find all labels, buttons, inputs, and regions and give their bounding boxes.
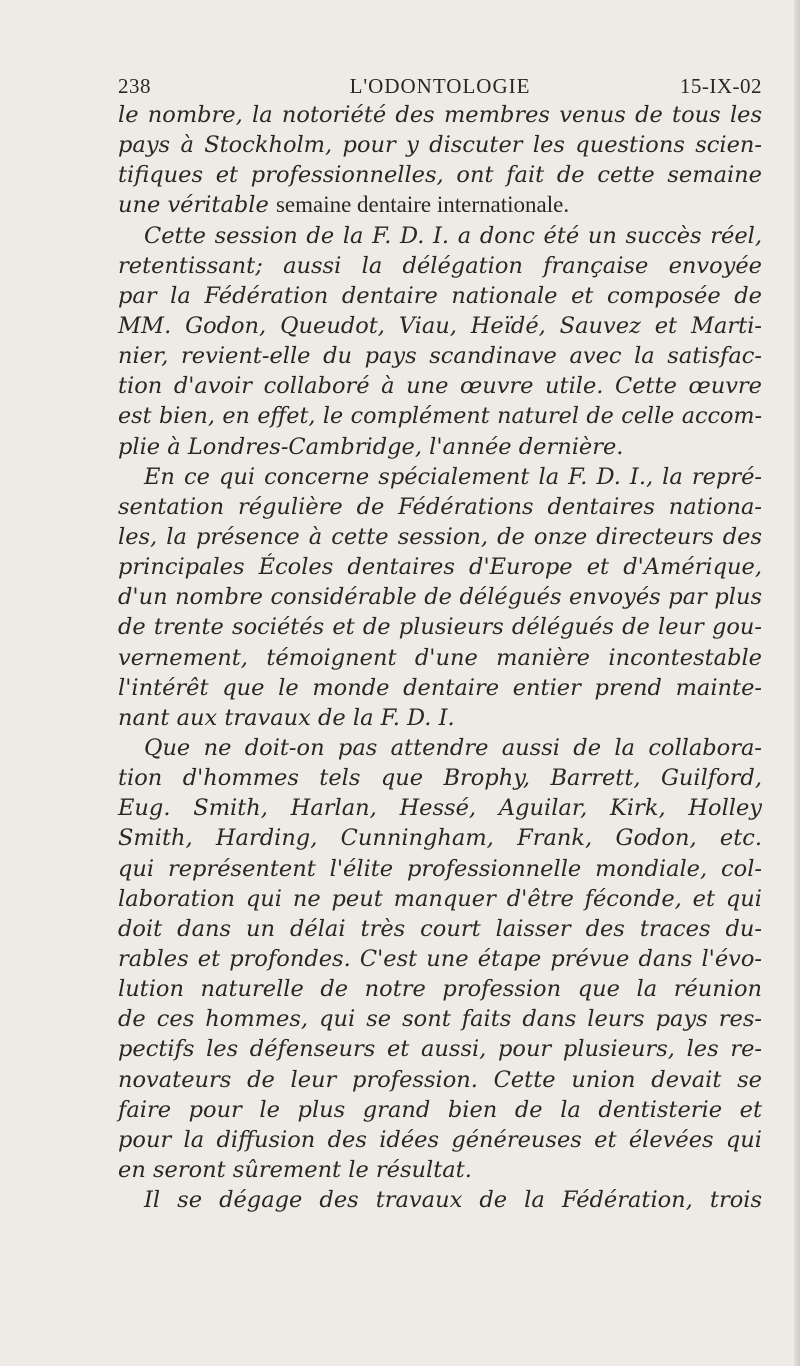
- text-line: principales Écoles dentaires d'Europe et d'Amérique,: [118, 554, 762, 581]
- text-line: de ces hommes, qui se sont faits dans leurs pays res-: [118, 1006, 762, 1033]
- roman-segment: semaine dentaire internationale.: [275, 192, 570, 218]
- text-line: nant aux travaux de la F. D. I.: [118, 704, 455, 731]
- text-line: En ce qui concerne spécialement la F. D. I., la repré-: [144, 463, 762, 490]
- text-line: tion d'avoir collaboré à une œuvre utile. Cette œuvre: [118, 373, 762, 400]
- page-number: 238: [118, 74, 151, 98]
- text-line: l'intérêt que le monde dentaire entier prend mainte-: [118, 674, 762, 701]
- text-line: nier, revient-elle du pays scandinave avec la satisfac-: [118, 343, 762, 370]
- text-line: [118, 190, 762, 220]
- text-line: lution naturelle de notre profession que la réunion: [118, 976, 762, 1003]
- text-line: doit dans un délai très court laisser des traces du-: [118, 915, 762, 942]
- text-line: Cette session de la F. D. I. a donc été un succès réel,: [144, 222, 762, 249]
- text-line: laboration qui ne peut manquer d'être féconde, et qui: [118, 885, 762, 912]
- text-line: de trente sociétés et de plusieurs délégués de leur gou-: [118, 614, 762, 641]
- text-line: vernement, témoignent d'une manière incontestable: [118, 644, 762, 671]
- text-line: Eug. Smith, Harlan, Hessé, Aguilar, Kirk, Holley: [118, 795, 762, 822]
- text-line: pays à Stockholm, pour y discuter les questions scien-: [118, 132, 762, 159]
- running-title: L'ODONTOLOGIE: [349, 74, 531, 98]
- page-edge: [794, 0, 800, 1366]
- text-line: novateurs de leur profession. Cette union devait se: [118, 1066, 762, 1093]
- text-line: sentation régulière de Fédérations dentaires nationa-: [118, 493, 762, 520]
- text-line: retentissant; aussi la délégation française envoyée: [118, 252, 762, 279]
- text-line: Smith, Harding, Cunningham, Frank, Godon, etc.: [118, 825, 762, 852]
- text-line: le nombre, la notoriété des membres venus de tous les: [118, 102, 762, 128]
- italic-segment: une véritable: [118, 192, 276, 219]
- body-text: [118, 100, 762, 1215]
- text-line: rables et profondes. C'est une étape prévue dans l'évo-: [118, 945, 762, 972]
- issue-date: 15-IX-02: [679, 74, 762, 98]
- text-line: par la Fédération dentaire nationale et composée de: [118, 282, 762, 309]
- text-line: d'un nombre considérable de délégués envoyés par plus: [118, 584, 762, 611]
- text-line: tifiques et professionnelles, ont fait de cette semaine: [118, 162, 762, 189]
- text-line: plie à Londres-Cambridge, l'année dernière.: [118, 433, 624, 460]
- text-line: Que ne doit-on pas attendre aussi de la collabora-: [144, 734, 762, 761]
- text-line: qui représentent l'élite professionnelle mondiale, col-: [118, 855, 762, 882]
- text-line: Il se dégage des travaux de la Fédération, trois: [144, 1187, 762, 1214]
- text-line: pectifs les défenseurs et aussi, pour plusieurs, les re-: [118, 1036, 762, 1063]
- text-line: en seront sûrement le résultat.: [118, 1156, 472, 1183]
- text-line: pour la diffusion des idées généreuses et élevées qui: [118, 1126, 762, 1153]
- text-line: est bien, en effet, le complément naturel de celle accom-: [118, 403, 762, 430]
- text-line: tion d'hommes tels que Brophy, Barrett, Guilford,: [118, 765, 762, 792]
- text-line: faire pour le plus grand bien de la dentisterie et: [118, 1096, 762, 1123]
- text-line: les, la présence à cette session, de onze directeurs des: [118, 523, 762, 550]
- text-line: MM. Godon, Queudot, Viau, Heïdé, Sauvez et Marti-: [118, 312, 762, 339]
